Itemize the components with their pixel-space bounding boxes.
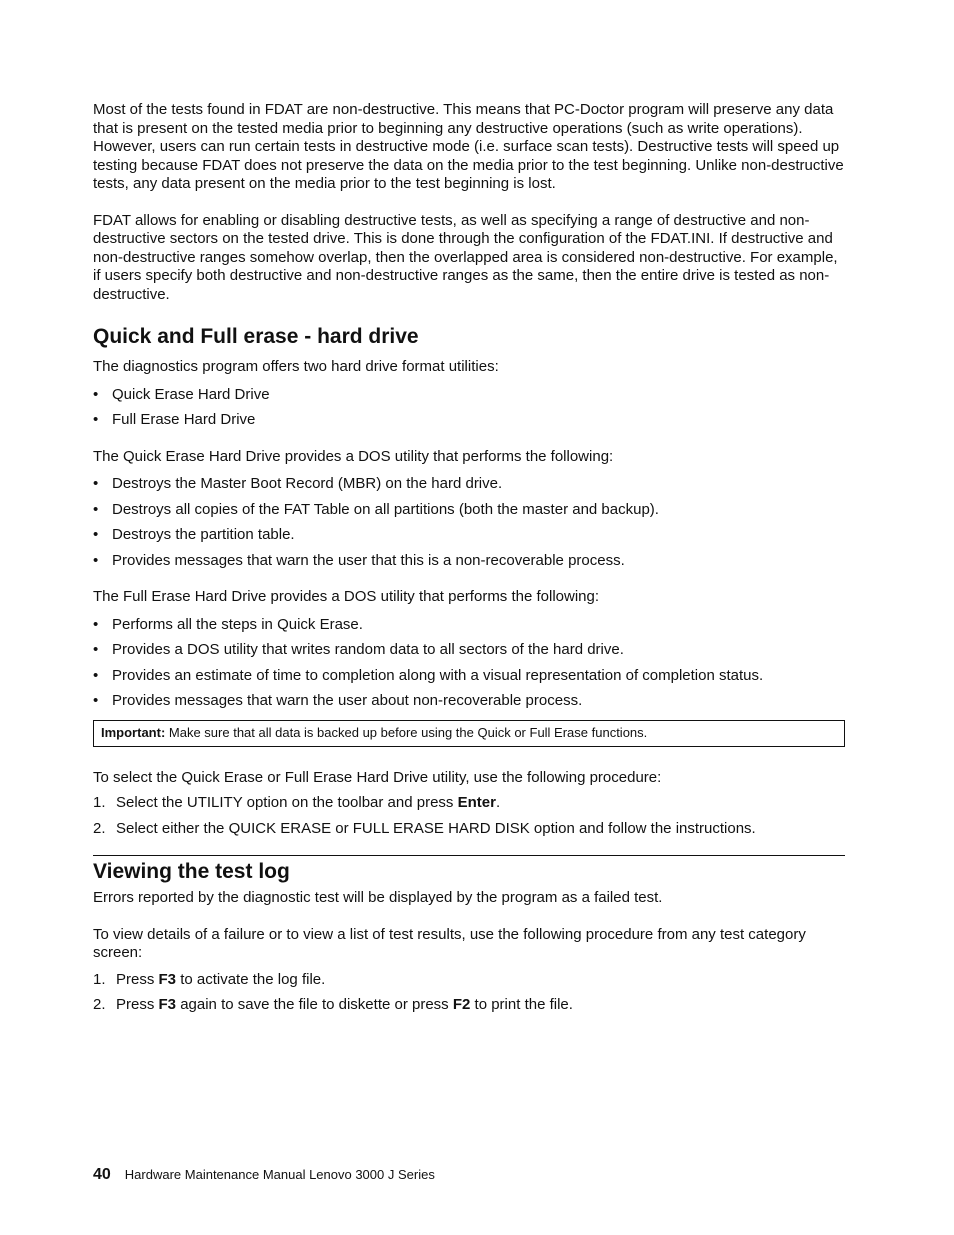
step-number: 1. — [93, 794, 106, 811]
page-number: 40 — [93, 1166, 111, 1183]
list-item — [93, 475, 845, 494]
step-text-end: . — [495, 794, 501, 811]
step-number: 1. — [93, 970, 106, 988]
list-item — [93, 692, 845, 711]
paragraph-log-procedure-intro: To view details of a failure or to view a list of test results, use the following procedure from any test category screen: — [93, 925, 806, 961]
step-text: Select either the QUICK ERASE or FULL ERASE HARD DISK option and follow the instructions. — [116, 819, 756, 837]
step-text: Press — [116, 996, 159, 1013]
bullet-marker: • — [93, 641, 99, 658]
list-item — [93, 667, 845, 686]
list-item — [93, 971, 845, 990]
important-text: Make sure that all data is backed up before using the Quick or Full Erase functions. — [168, 724, 648, 740]
step-number: 2. — [93, 996, 106, 1013]
key-f3: F3 — [158, 970, 177, 988]
paragraph-procedure-intro: To select the Quick Erase or Full Erase Hard Drive utility, use the following procedure: — [93, 768, 662, 786]
bullet-marker: • — [93, 385, 99, 403]
heading-viewing-test-log: Viewing the test log — [93, 860, 290, 883]
list-item — [93, 552, 845, 571]
key-f3: F3 — [158, 996, 177, 1013]
step-number: 2. — [93, 819, 106, 837]
list-item-text: Provides messages that warn the user that this is a non-recoverable process. — [112, 551, 625, 569]
paragraph-erase-intro: The diagnostics program offers two hard drive format utilities: — [93, 358, 499, 375]
list-quick-erase-actions — [93, 475, 845, 570]
list-item — [93, 996, 845, 1015]
paragraph-fdat-destructive-config: FDAT allows for enabling or disabling destructive tests, as well as specifying a range of destructive and non-destructive sectors on the tested drive. This is done through the configuration of the FDAT.INI. If destructive and non-destructive ranges somehow overlap, then the overlapped area is considered non-destructive. For example, if users specify both destructive and non-destructive ranges as the same, then the entire drive is tested as non-destructive. — [93, 211, 838, 303]
step-text: Press — [116, 970, 159, 988]
list-log-procedure — [93, 971, 845, 1015]
key-enter: Enter — [457, 794, 496, 811]
footer-title: Hardware Maintenance Manual Lenovo 3000 J Series — [124, 1167, 435, 1182]
list-item — [93, 616, 845, 635]
paragraph-log-errors: Errors reported by the diagnostic test will be displayed by the program as a failed test. — [93, 889, 663, 906]
bullet-marker: • — [93, 475, 99, 492]
step-text-end: to activate the log file. — [176, 970, 326, 988]
heading-quick-full-erase: Quick and Full erase - hard drive — [93, 325, 419, 348]
key-f2: F2 — [452, 996, 471, 1013]
list-item — [93, 411, 845, 430]
list-item — [93, 501, 845, 520]
list-item — [93, 794, 845, 813]
bullet-marker: • — [93, 500, 99, 518]
page-footer — [93, 1165, 435, 1185]
list-item-text: Performs all the steps in Quick Erase. — [112, 615, 363, 633]
list-erase-utilities — [93, 386, 845, 430]
important-notice — [93, 720, 845, 747]
list-item-text: Destroys all copies of the FAT Table on all partitions (both the master and backup). — [112, 500, 659, 518]
list-item — [93, 526, 845, 545]
list-item-text: Provides an estimate of time to completion along with a visual representation of completion status. — [112, 666, 764, 684]
paragraph-quick-erase-intro: The Quick Erase Hard Drive provides a DOS utility that performs the following: — [93, 447, 614, 465]
important-label: Important: — [101, 724, 166, 740]
list-item-text: Full Erase Hard Drive — [112, 411, 256, 428]
list-item — [93, 386, 845, 405]
bullet-marker: • — [93, 615, 99, 633]
list-full-erase-actions — [93, 616, 845, 711]
bullet-marker: • — [93, 526, 99, 543]
step-text-end: to print the file. — [470, 996, 573, 1013]
page-content — [93, 101, 845, 1022]
list-item — [93, 820, 845, 839]
bullet-marker: • — [93, 551, 99, 569]
list-item-text: Provides messages that warn the user about non-recoverable process. — [112, 692, 583, 709]
list-item-text: Destroys the partition table. — [112, 526, 295, 543]
bullet-marker: • — [93, 692, 99, 709]
list-erase-procedure — [93, 794, 845, 838]
step-text: Select the UTILITY option on the toolbar and press — [116, 794, 458, 811]
list-item-text: Provides a DOS utility that writes random data to all sectors of the hard drive. — [112, 641, 624, 658]
list-item-text: Destroys the Master Boot Record (MBR) on the hard drive. — [112, 475, 503, 492]
bullet-marker: • — [93, 411, 99, 428]
list-item — [93, 641, 845, 660]
list-item-text: Quick Erase Hard Drive — [112, 385, 270, 403]
bullet-marker: • — [93, 666, 99, 684]
section-divider — [93, 855, 845, 856]
paragraph-fdat-nondestructive: Most of the tests found in FDAT are non-destructive. This means that PC-Doctor program will preserve any data that is present on the tested media prior to beginning any destructive operations (such as write operations). However, users can run certain tests in destructive mode (i.e. surface scan tests). Destructive tests will speed up testing because FDAT does not preserve the data on the media prior to the test beginning. Unlike non-destructive tests, any data present on the media prior to the test beginning is lost. — [93, 101, 844, 192]
step-text-mid: again to save the file to diskette or press — [176, 996, 453, 1013]
paragraph-full-erase-intro: The Full Erase Hard Drive provides a DOS utility that performs the following: — [93, 588, 600, 605]
